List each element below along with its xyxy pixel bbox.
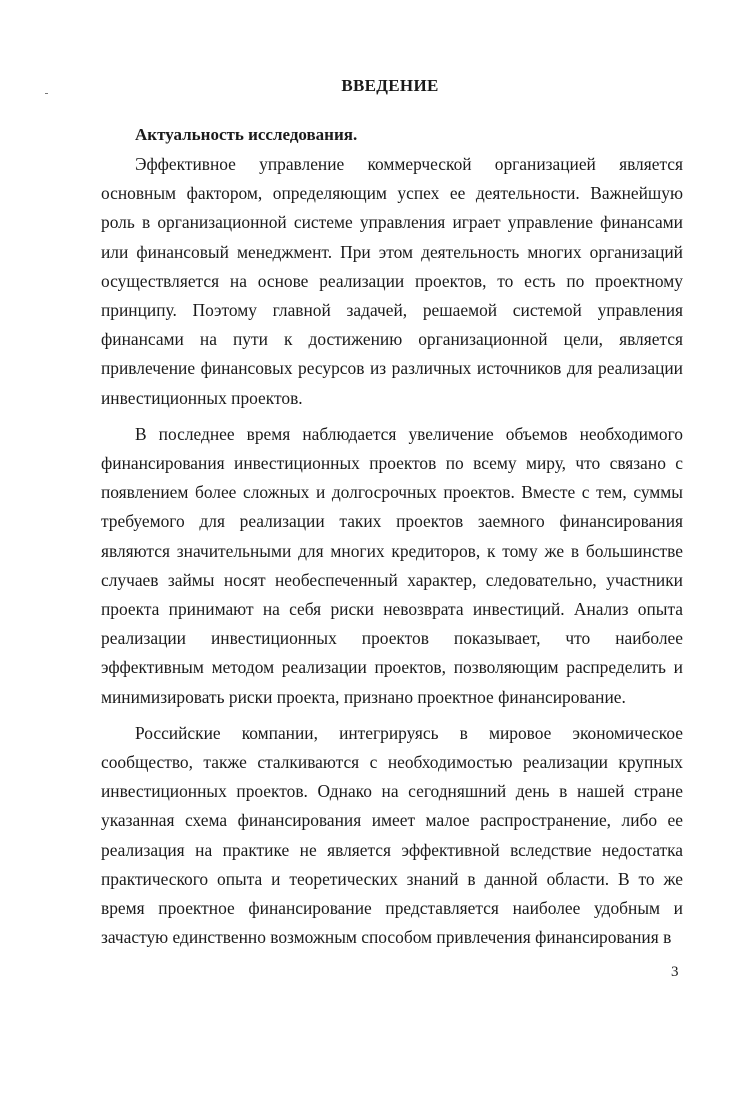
paragraph-3: Российские компании, интегрируясь в мировое экономическое сообщество, также сталкиваются с необходимостью реализации крупных инвестиционных проектов. Однако на сегодняшний день в нашей стране указанная схема финансирования имеет малое распространение, либо ее реализация на практике не является эффективной вследствие недостатка практического опыта и теоретических знаний в данной области. В то же время проектное финансирование представляется наиболее удобным и зачастую единственно возможным способом привлечения финансирования в (101, 722, 683, 948)
paragraph-2: В последнее время наблюдается увеличение объемов необходимого финансирования инвестиционных проектов по всему миру, что связано с появлением более сложных и долгосрочных проектов. Вместе с тем, суммы требуемого для реализации таких проектов заемного финансирования являются значительными для многих кредиторов, к тому же в большинстве случаев займы носят необеспеченный характер, следовательно, участники проекта принимают на себя риски невозврата инвестиций. Анализ опыта реализации инвестиционных проектов показывает, что наиболее эффективным методом реализации проектов, позволяющим распределить и минимизировать риски проекта, признано проектное финансирование. (101, 423, 683, 707)
page-number: 3 (671, 964, 679, 980)
section-heading: Актуальность исследования. (135, 125, 358, 144)
paragraph-1: Эффективное управление коммерческой организацией является основным фактором, определяющим успех ее деятельности. Важнейшую роль в организационной системе управления играет управление финансами или финансовый менеджмент. При этом деятельность многих организаций осуществляется на основе реализации проектов, то есть по проектному принципу. Поэтому главной задачей, решаемой системой управления финансами на пути к достижению организационной цели, является привлечение финансовых ресурсов из различных источников для реализации инвестиционных проектов. (101, 154, 683, 408)
body-text (101, 150, 683, 959)
page-title: ВВЕДЕНИЕ (341, 76, 439, 95)
